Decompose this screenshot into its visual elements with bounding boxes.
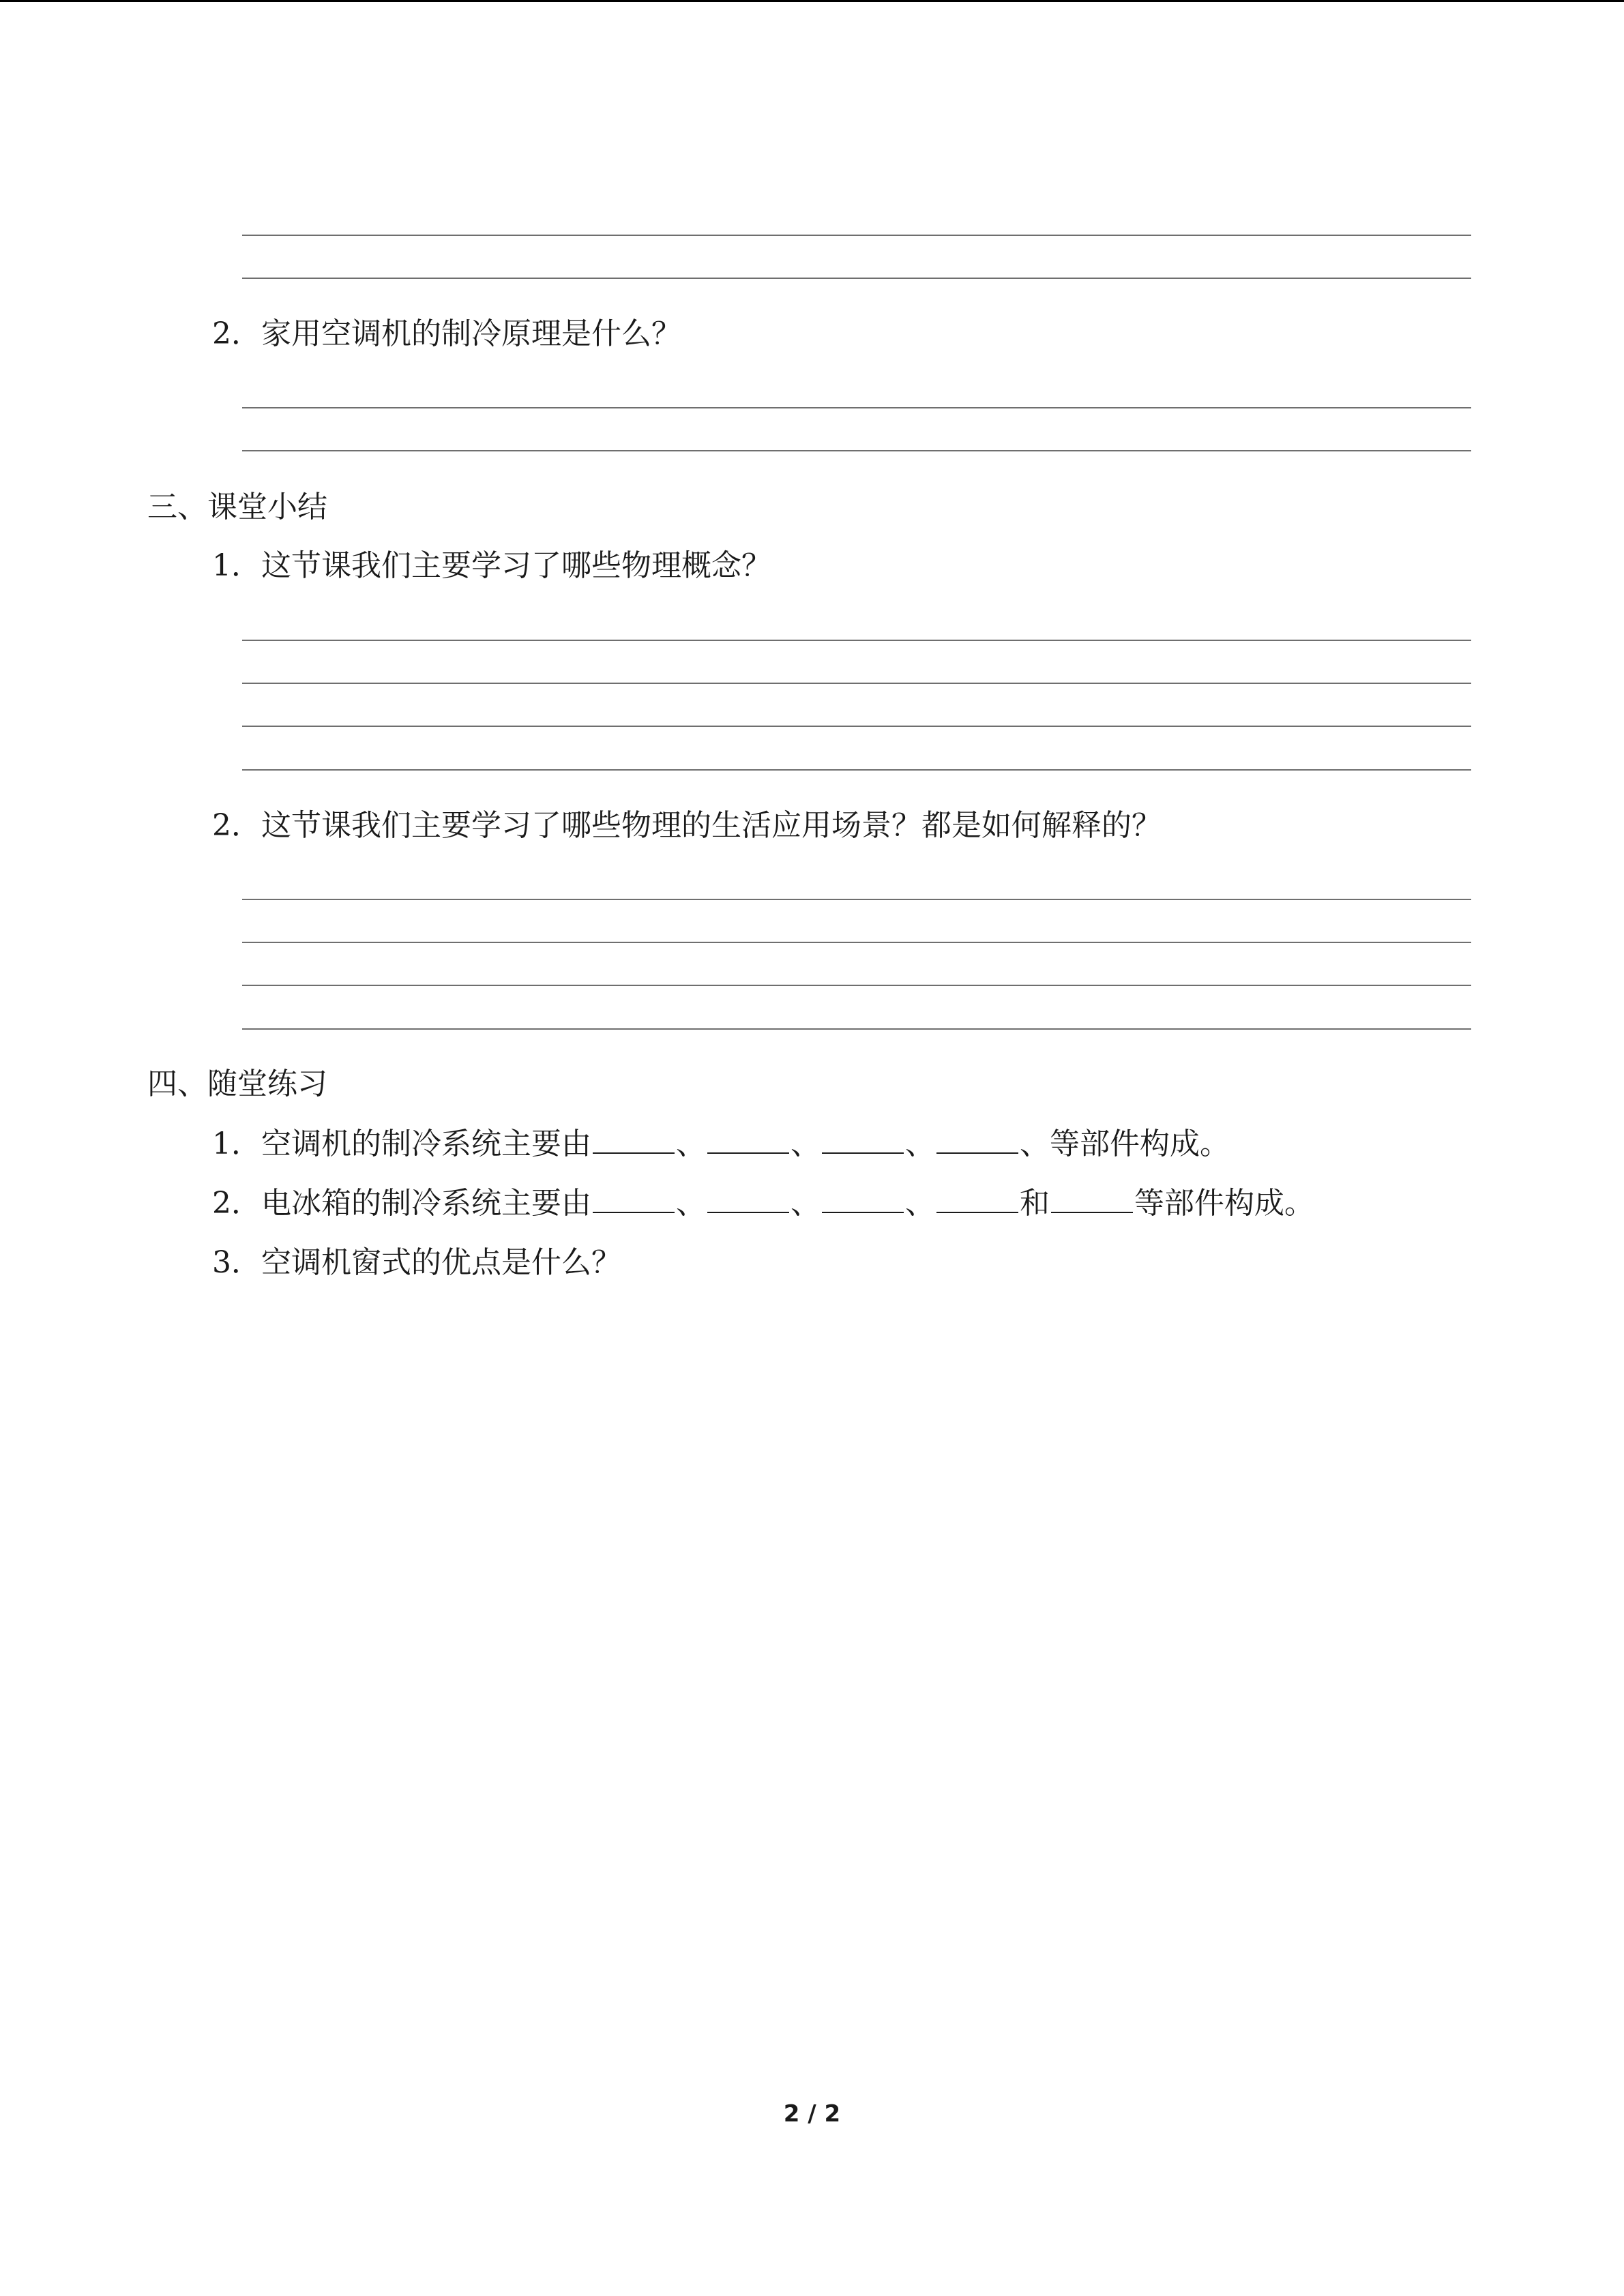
separator: 、	[676, 1127, 706, 1161]
exercise-1	[212, 1125, 1230, 1163]
answer-line[interactable]	[242, 942, 1471, 943]
separator: 、	[791, 1127, 821, 1161]
question-air-conditioner-principle: 2．家用空调机的制冷原理是什么？	[212, 316, 681, 351]
exercise-2	[212, 1184, 1314, 1223]
separator: 、	[791, 1186, 821, 1221]
answer-line[interactable]	[242, 235, 1471, 236]
answer-line[interactable]	[242, 726, 1471, 727]
answer-line[interactable]	[242, 899, 1471, 900]
section-heading-summary: 三、课堂小结	[147, 490, 327, 524]
question-physics-applications: 2．这节课我们主要学习了哪些物理的生活应用场景？都是如何解释的？	[212, 808, 1162, 843]
exercise-1-prefix: 1．空调机的制冷系统主要由	[212, 1127, 591, 1161]
page-number: 2 / 2	[783, 2100, 841, 2128]
page-top-border	[0, 0, 1624, 2]
fill-blank[interactable]	[822, 1184, 904, 1213]
fill-blank[interactable]	[1051, 1184, 1133, 1213]
separator: 、	[905, 1127, 935, 1161]
answer-line[interactable]	[242, 278, 1471, 279]
answer-line[interactable]	[242, 640, 1471, 641]
exercise-2-suffix: 等部件构成。	[1134, 1186, 1314, 1221]
conjunction-and: 和	[1020, 1186, 1050, 1221]
answer-line[interactable]	[242, 1028, 1471, 1030]
answer-line[interactable]	[242, 450, 1471, 451]
answer-line[interactable]	[242, 407, 1471, 408]
exercise-3: 3．空调机窗式的优点是什么？	[212, 1245, 621, 1280]
fill-blank[interactable]	[707, 1125, 789, 1154]
answer-line[interactable]	[242, 769, 1471, 771]
section-heading-exercises: 四、随堂练习	[147, 1067, 327, 1101]
fill-blank[interactable]	[593, 1184, 675, 1213]
separator: 、	[676, 1186, 706, 1221]
fill-blank[interactable]	[936, 1125, 1018, 1154]
exercise-2-prefix: 2．电冰箱的制冷系统主要由	[212, 1186, 591, 1221]
question-physics-concepts: 1．这节课我们主要学习了哪些物理概念？	[212, 548, 771, 583]
fill-blank[interactable]	[822, 1125, 904, 1154]
exercise-1-suffix: 、等部件构成。	[1020, 1127, 1230, 1161]
fill-blank[interactable]	[936, 1184, 1018, 1213]
answer-line[interactable]	[242, 985, 1471, 986]
separator: 、	[905, 1186, 935, 1221]
answer-line[interactable]	[242, 683, 1471, 684]
fill-blank[interactable]	[593, 1125, 675, 1154]
fill-blank[interactable]	[707, 1184, 789, 1213]
